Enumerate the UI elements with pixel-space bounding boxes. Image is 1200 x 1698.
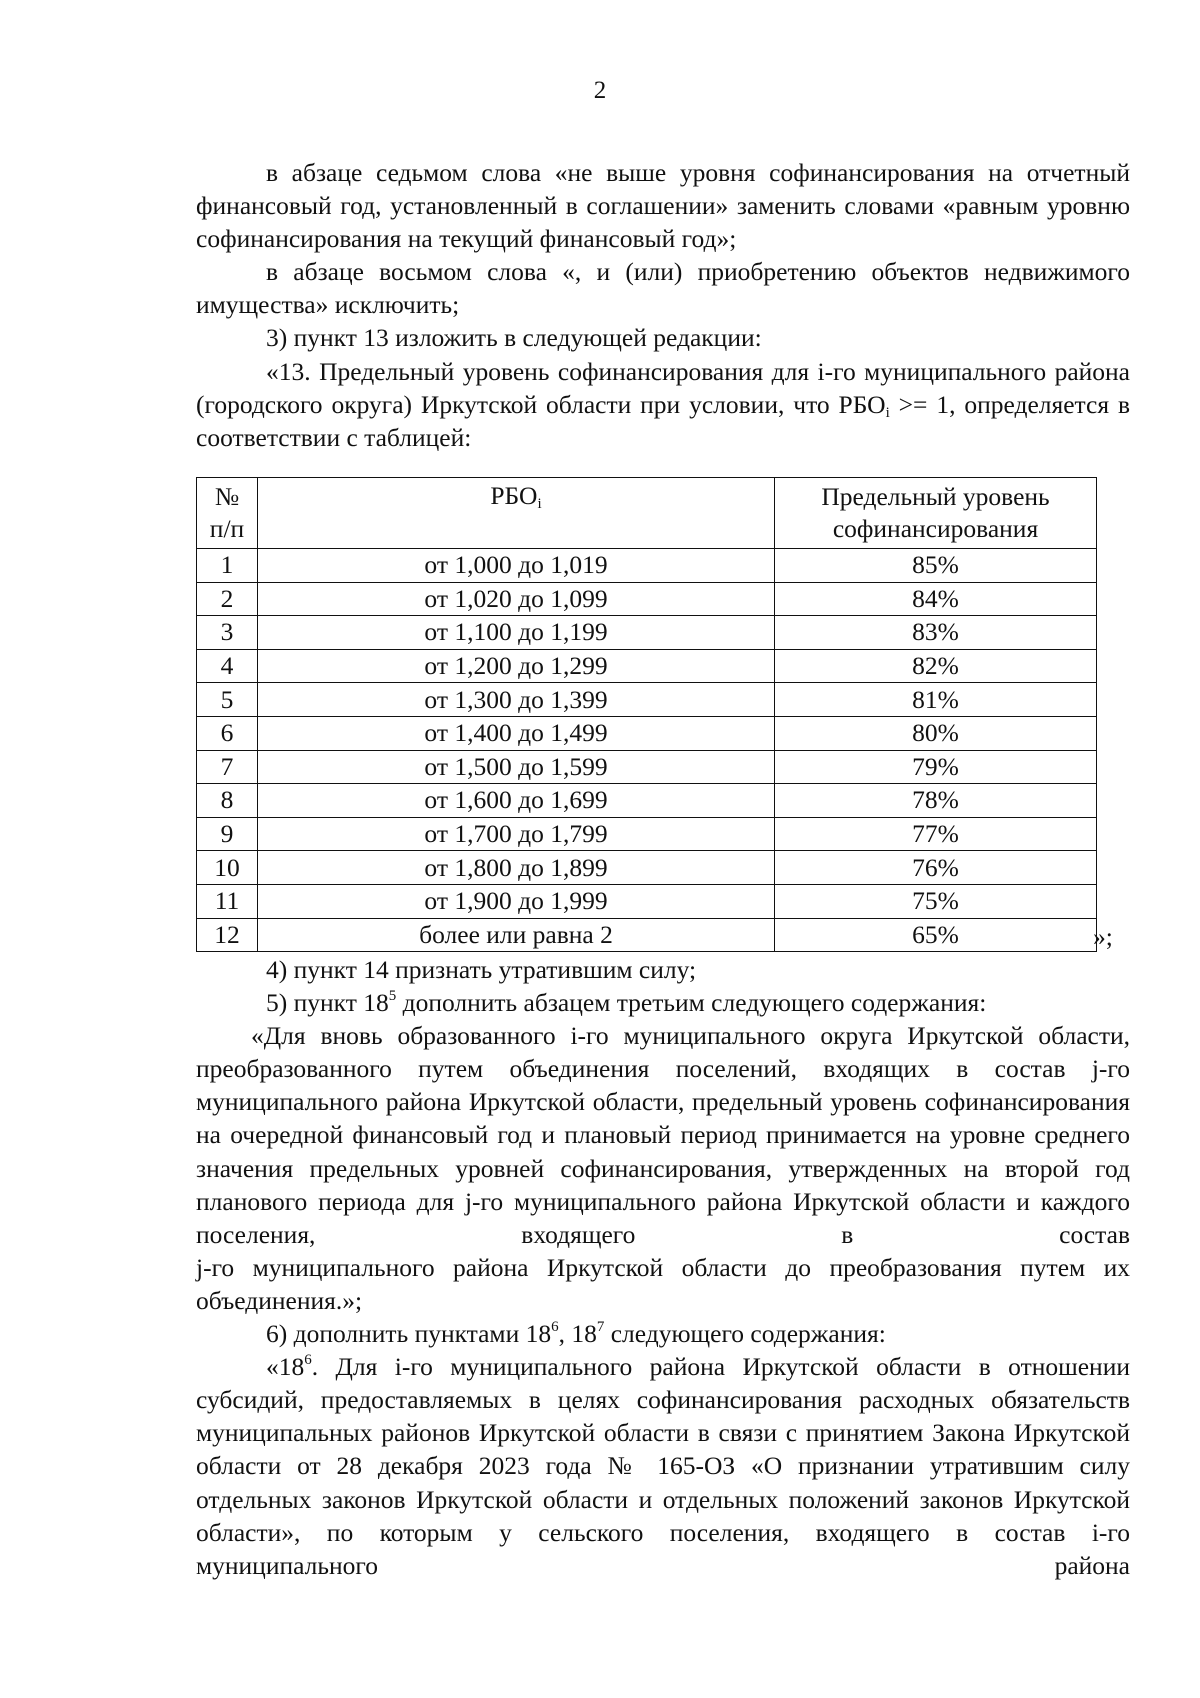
- cell-number: 10: [197, 851, 258, 885]
- cell-cofinancing-level: 85%: [775, 549, 1097, 583]
- paragraph-item-18-6: «$18^6$. Для i-го муниципального района Иркутской области в отношении субсидий, предоставляемых в целях софинансирования расходных обязательств муниципальных районов Иркутской области в связи с принятием Закона Иркутской области от 28 декабря 2023 года № 165-ОЗ «О признании утратившим силу отдельных законов Иркутской области и отдельных положений законов Иркутской области», по которым у сельского поселения, входящего в состав i-го муниципального района: [196, 1352, 1130, 1580]
- table-row: [197, 616, 1097, 650]
- paragraph-item-6: 6) дополнить пунктами $18^6$, $18^7$ следующего содержания:: [266, 1319, 886, 1349]
- cell-rbo-range: от 1,300 до 1,399: [258, 683, 775, 717]
- cell-rbo-range: от 1,700 до 1,799: [258, 817, 775, 851]
- cell-rbo-range: от 1,200 до 1,299: [258, 649, 775, 683]
- paragraph-item-3: 3) пункт 13 изложить в следующей редакции:: [266, 323, 762, 353]
- cell-number: 5: [197, 683, 258, 717]
- table-close-quote: »;: [1093, 922, 1113, 951]
- page-number: 2: [593, 77, 607, 104]
- table-row: [197, 549, 1097, 583]
- cell-rbo-range: от 1,800 до 1,899: [258, 851, 775, 885]
- cell-number: 3: [197, 616, 258, 650]
- table-row: [197, 750, 1097, 784]
- cell-number: 12: [197, 918, 258, 952]
- header-number: № п/п: [197, 478, 258, 549]
- cell-cofinancing-level: 82%: [775, 649, 1097, 683]
- cell-number: 6: [197, 716, 258, 750]
- table-row: [197, 884, 1097, 918]
- cell-rbo-range: от 1,600 до 1,699: [258, 784, 775, 818]
- cell-cofinancing-level: 81%: [775, 683, 1097, 717]
- rbo-subscript: i: [885, 404, 890, 421]
- table-row: [197, 649, 1097, 683]
- cell-number: 9: [197, 817, 258, 851]
- cell-cofinancing-level: 80%: [775, 716, 1097, 750]
- cell-number: 4: [197, 649, 258, 683]
- cell-cofinancing-level: 75%: [775, 884, 1097, 918]
- cell-rbo-range: от 1,900 до 1,999: [258, 884, 775, 918]
- cell-number: 7: [197, 750, 258, 784]
- cell-rbo-range: от 1,400 до 1,499: [258, 716, 775, 750]
- amendments-text: [196, 953, 1130, 1582]
- cell-cofinancing-level: 79%: [775, 750, 1097, 784]
- table-row: [197, 716, 1097, 750]
- cell-rbo-range: от 1,000 до 1,019: [258, 549, 775, 583]
- header-level: Предельный уровень софинансирования: [775, 478, 1097, 549]
- cell-number: 2: [197, 582, 258, 616]
- paragraph-abzac-8: в абзаце восьмом слова «, и (или) приобретению объектов недвижимого имущества» исключить;: [196, 257, 1130, 320]
- paragraph-quote-continuation: j-го муниципального района Иркутской области до преобразования путем их объединения.»;: [196, 1252, 1130, 1315]
- header-rbo: $РБО_i$: [258, 478, 775, 549]
- cell-number: 11: [197, 884, 258, 918]
- paragraph-item-13: [196, 355, 1130, 454]
- paragraph-quote-municipal-okrug: «Для вновь образованного i-го муниципального округа Иркутской области, преобразованного путем объединения поселений, входящих в состав j-го муниципального района Иркутской области, предельный уровень софинансирования на очередной финансовый год и плановый период принимается на уровне среднего значения предельных уровней софинансирования, утвержденных на второй год планового периода для j-го муниципального района Иркутской области и каждого поселения, входящего в состав: [196, 1021, 1130, 1249]
- item-13-tail: >= 1, определяется в соответствии с таблицей:: [196, 389, 1131, 452]
- table-row: [197, 817, 1097, 851]
- cell-cofinancing-level: 65%: [775, 918, 1097, 952]
- table-row: [197, 582, 1097, 616]
- table-header-row: [197, 478, 1097, 549]
- cell-rbo-range: от 1,020 до 1,099: [258, 582, 775, 616]
- cell-cofinancing-level: 83%: [775, 616, 1097, 650]
- cofinancing-table-wrapper: [196, 477, 1130, 952]
- cell-cofinancing-level: 84%: [775, 582, 1097, 616]
- cell-rbo-range: от 1,100 до 1,199: [258, 616, 775, 650]
- cell-number: 8: [197, 784, 258, 818]
- table-row: [197, 784, 1097, 818]
- cell-rbo-range: более или равна 2: [258, 918, 775, 952]
- table-row: [197, 851, 1097, 885]
- cell-rbo-range: от 1,500 до 1,599: [258, 750, 775, 784]
- table-row: [197, 918, 1097, 952]
- table-row: [197, 683, 1097, 717]
- paragraph-item-5: 5) пункт $18^5$ дополнить абзацем третьим следующего содержания:: [266, 988, 987, 1018]
- intro-text: [196, 156, 1130, 454]
- item-13-text: «13. Предельный уровень софинансирования для i-го муниципального района (городского округа) Иркутской области при условии, что РБО: [196, 356, 1130, 419]
- cell-number: 1: [197, 549, 258, 583]
- cell-cofinancing-level: 77%: [775, 817, 1097, 851]
- cell-cofinancing-level: 78%: [775, 784, 1097, 818]
- cell-cofinancing-level: 76%: [775, 851, 1097, 885]
- table-body: [197, 549, 1097, 952]
- cofinancing-table: [196, 477, 1097, 952]
- paragraph-abzac-7: в абзаце седьмом слова «не выше уровня софинансирования на отчетный финансовый год, установленный в соглашении» заменить словами «равным уровню софинансирования на текущий финансовый год»;: [196, 158, 1130, 254]
- paragraph-item-4: 4) пункт 14 признать утратившим силу;: [266, 955, 697, 984]
